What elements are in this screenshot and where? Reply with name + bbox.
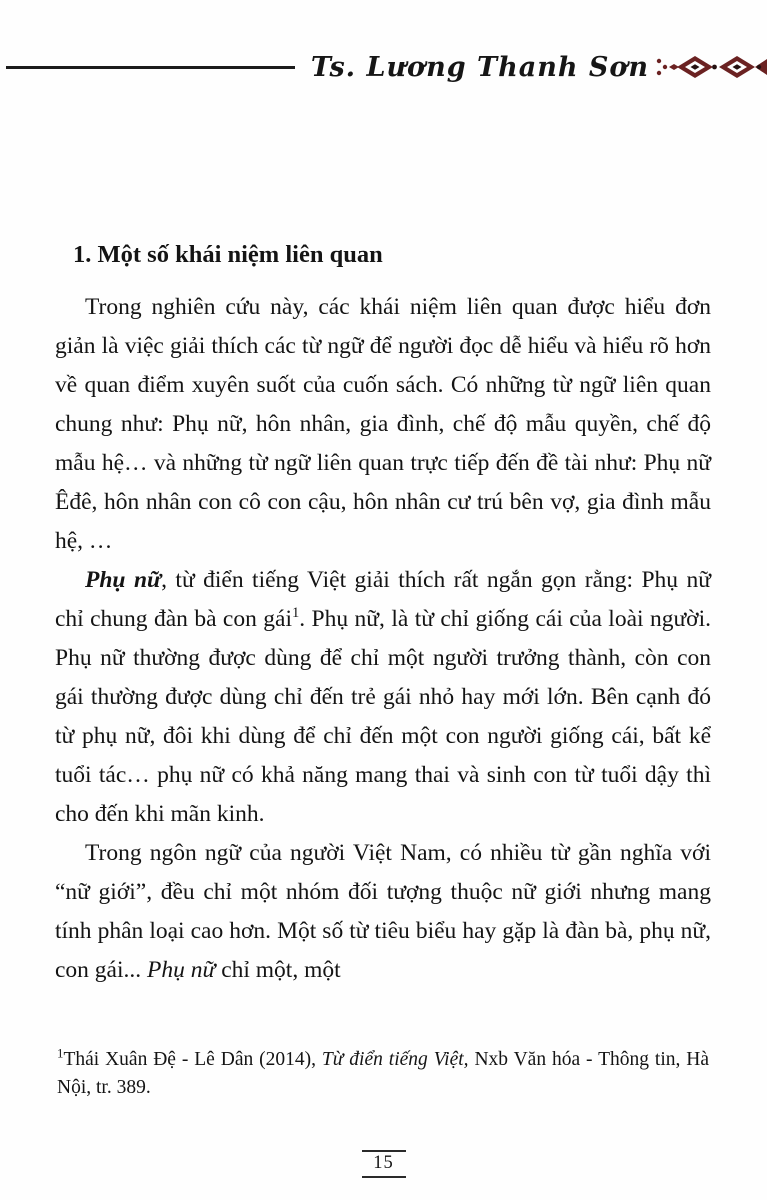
page-header	[6, 44, 767, 90]
footnote-number: 1	[57, 1046, 64, 1061]
paragraph-3-text-a: Trong ngôn ngữ của người Việt Nam, có nhiều từ gần nghĩa với “nữ giới”, đều chỉ một nhóm đối tượng thuộc nữ giới nhưng mang tính phân loại cao hơn. Một số từ tiêu biểu hay gặp là đàn bà, phụ nữ, con gái...	[55, 840, 711, 983]
page-body	[55, 238, 711, 990]
paragraph-3-text-b: chỉ một, một	[215, 957, 341, 983]
footnote	[57, 1046, 709, 1102]
paragraph-2	[55, 561, 711, 834]
section-heading: 1. Một số khái niệm liên quan	[73, 241, 383, 268]
footnote-book-title: Từ điển tiếng Việt,	[321, 1049, 469, 1070]
paragraph-3	[55, 834, 711, 990]
paragraph-1	[55, 288, 711, 561]
paragraph-2-text-a: , từ điển tiếng Việt giải thích rất ngắn gọn rằng: Phụ nữ chỉ chung đàn bà con gái	[55, 567, 711, 632]
page-number: 15	[362, 1150, 406, 1178]
term-phu-nu-italic: Phụ nữ	[147, 957, 216, 983]
footnote-text-b: Nxb Văn hóa - Thông tin, Hà Nội, tr. 389.	[57, 1049, 710, 1098]
page-footer	[0, 1150, 767, 1178]
footnote-text-a: Thái Xuân Đệ - Lê Dân (2014),	[63, 1049, 322, 1070]
footnote-reference-mark: 1	[291, 605, 300, 622]
brocade-ornament-icon	[655, 52, 767, 82]
paragraph-2-text-b: . Phụ nữ, là từ chỉ giống cái của loài người. Phụ nữ thường được dùng để chỉ một người trưởng thành, còn con gái thường được dùng chỉ đến trẻ gái nhỏ hay mới lớn. Bên cạnh đó từ phụ nữ, đôi khi dùng để chỉ đến một con người giống cái, bất kể tuổi tác… phụ nữ có khả năng mang thai và sinh con từ tuổi dậy thì cho đến khi mãn kinh.	[55, 606, 712, 827]
header-rule	[6, 66, 295, 69]
term-phu-nu-bold-italic: Phụ nữ	[85, 567, 162, 593]
paragraph-1-text: Trong nghiên cứu này, các khái niệm liên quan được hiểu đơn giản là việc giải thích các từ ngữ để người đọc dễ hiểu và hiểu rõ hơn về quan điểm xuyên suốt của cuốn sách. Có những từ ngữ liên quan chung như: Phụ nữ, hôn nhân, gia đình, chế độ mẫu quyền, chế độ mẫu hệ… và những từ ngữ liên quan trực tiếp đến đề tài như: Phụ nữ Êđê, hôn nhân con cô con cậu, hôn nhân cư trú bên vợ, gia đình mẫu hệ, …	[55, 294, 711, 554]
author-name: Ts. Lương Thanh Sơn	[310, 51, 649, 83]
